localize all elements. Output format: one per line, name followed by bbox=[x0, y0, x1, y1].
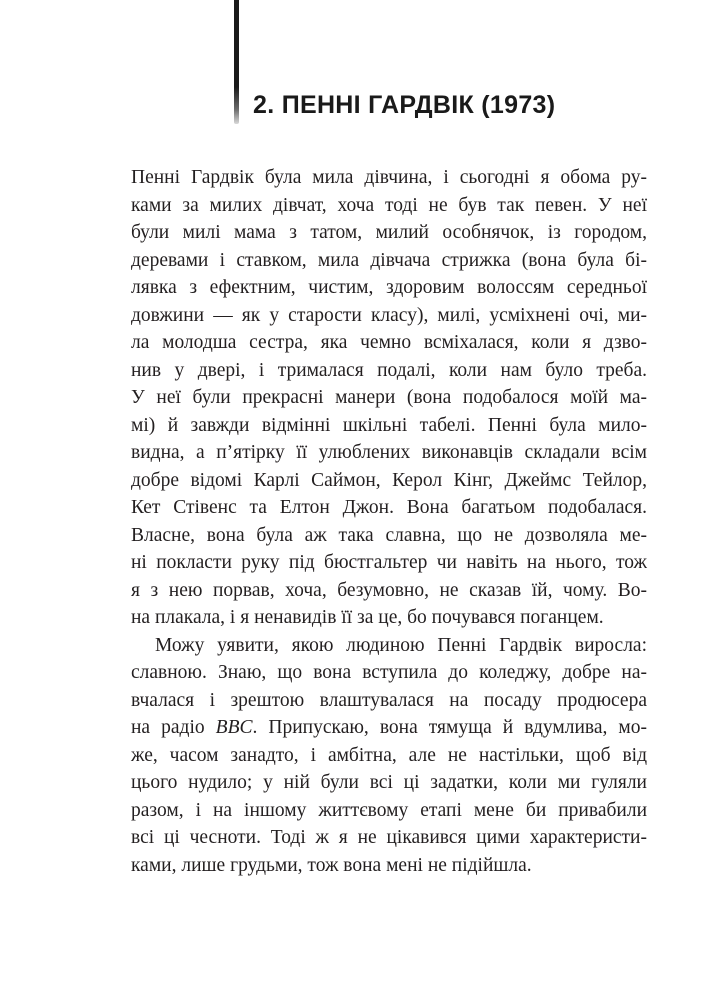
chapter-title: 2. ПЕННІ ГАРДВІК (1973) bbox=[253, 91, 556, 119]
italic-abbreviation: BBC bbox=[215, 717, 253, 738]
text-line: довжини — як у старости класу), милі, усміхнені очі, ми- bbox=[131, 304, 647, 326]
text-line: нив у двері, і трималася подалі, коли нам було треба. bbox=[131, 359, 647, 381]
text-line: Кет Стівенс та Елтон Джон. Вона багатьом подобалася. bbox=[131, 497, 647, 518]
paragraph-2 bbox=[131, 632, 647, 880]
text-line: деревами і ставком, мила дівчача стрижка (вона була бі- bbox=[131, 249, 647, 271]
text-line: ла молодша сестра, яка чемно всміхалася, коли я дзво- bbox=[131, 332, 647, 353]
text-line: Можу уявити, якою людиною Пенні Гардвік виросла: bbox=[155, 634, 647, 656]
chapter-marker-bar bbox=[234, 0, 239, 124]
body-text bbox=[131, 164, 647, 879]
text-line: же, часом занадто, і амбітна, але не настільки, щоб від bbox=[131, 744, 647, 766]
text-line: мі) й завжди відмінні шкільні табелі. Пенні була мило- bbox=[131, 414, 647, 436]
text-line: У неї були прекрасні манери (вона подобалося моїй ма- bbox=[131, 387, 647, 408]
text-line: вчалася і зрештою влаштувалася на посаду продюсера bbox=[131, 689, 647, 711]
text-line: Пенні Гардвік була мила дівчина, і сьогодні я обома ру- bbox=[131, 167, 647, 188]
text-line: ні покласти руку під бюстгальтер чи навіть на нього, тож bbox=[131, 552, 647, 573]
text-line: ками, лише грудьми, тож вона мені не підійшла. bbox=[131, 854, 532, 876]
text-line-mixed bbox=[131, 714, 647, 742]
text-line: ками за милих дівчат, хоча тоді не був так певен. У неї bbox=[131, 194, 647, 216]
text-line: лявка з ефектним, чистим, здоровим волоссям середньої bbox=[131, 277, 647, 298]
text-line: всі ці чесноти. Тоді ж я не цікавився цими характеристи- bbox=[131, 827, 647, 848]
text-line: я з нею порвав, хоча, безумовно, не сказав їй, чому. Во- bbox=[131, 579, 647, 601]
text-fragment: на радіо bbox=[131, 717, 216, 738]
text-line: славною. Знаю, що вона вступила до коледжу, добре на- bbox=[131, 662, 647, 683]
text-line: були милі мама з татом, милий особнячок, із городом, bbox=[131, 222, 647, 243]
text-line: на плакала, і я ненавидів її за це, бо почувався поганцем. bbox=[131, 607, 604, 628]
paragraph-1 bbox=[131, 164, 647, 632]
text-line: разом, і на іншому життєвому етапі мене би привабили bbox=[131, 799, 647, 821]
text-line: цього нудило; у ній були всі ці задатки, коли ми гуляли bbox=[131, 772, 647, 793]
text-line: добре відомі Карлі Саймон, Керол Кінг, Джеймс Тейлор, bbox=[131, 469, 647, 491]
text-fragment: . Припускаю, вона тямуща й вдумлива, мо- bbox=[252, 717, 647, 738]
text-line: видна, а п’ятірку її улюблених виконавців складали всім bbox=[131, 442, 647, 463]
text-line: Власне, вона була аж така славна, що не дозволяла ме- bbox=[131, 524, 647, 546]
